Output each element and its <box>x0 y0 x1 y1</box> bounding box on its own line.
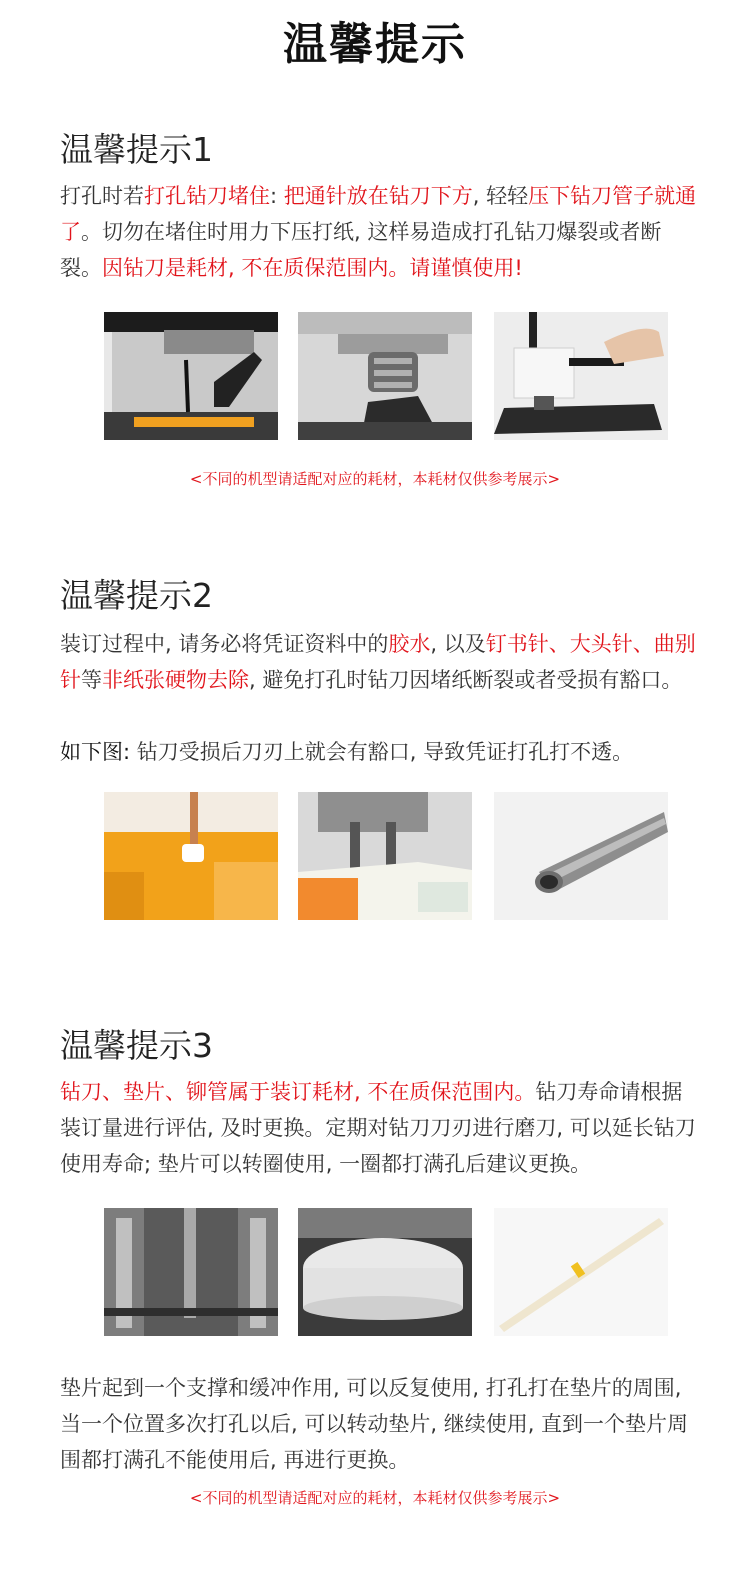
text-run: 钉书针、大头针、曲别针 <box>60 632 696 692</box>
text-run: 打孔钻刀堵住 <box>144 184 270 208</box>
page-title: 温馨提示 <box>283 19 467 70</box>
text-run: : <box>270 184 284 208</box>
text-run: 等 <box>81 668 102 692</box>
section-2-text <box>60 626 700 698</box>
hand-operating-punch-machine-photo <box>494 312 668 440</box>
text-run: 打孔时若 <box>60 184 144 208</box>
section-1-title: 温馨提示1 <box>60 130 213 169</box>
text-run: 钻刀受损后刀刃上就会有豁口, 导致凭证打孔打不透。 <box>136 740 634 764</box>
text-run: 。切勿在堵住时用力下压打纸, 这样易造成打孔钻刀爆裂或者断裂。 <box>60 220 662 280</box>
drill-through-voucher-photo <box>298 792 472 920</box>
text-run: 装订过程中, 请务必将凭证资料中的 <box>60 632 389 656</box>
text-run: 垫片起到一个支撑和缓冲作用, 可以反复使用, 打孔打在垫片的周围, 当一个位置多次打孔以后, 可以转动垫片, 继续使用, 直到一个垫片周围都打满孔不能使用后, 再进行更换。 <box>60 1376 689 1472</box>
text-run: 把通针放在钻刀下方 <box>283 184 473 208</box>
text-run: 因钻刀是耗材, 不在质保范围内。请谨慎使用! <box>102 256 523 280</box>
text-run: 如下图: <box>60 740 137 764</box>
text-run: 钻刀寿命请根据装订量进行评估, 及时更换。定期对钻刀刀刃进行磨刀, 可以延长钻刀使用寿命; 垫片可以转圈使用, 一圈都打满孔后建议更换。 <box>60 1080 696 1176</box>
drill-head-close-up-photo <box>298 312 472 440</box>
section-3-pad-explanation <box>60 1370 700 1478</box>
section-2-title: 温馨提示2 <box>60 576 213 615</box>
text-run: , 以及 <box>430 632 486 656</box>
text-run: 胶水 <box>388 632 431 656</box>
text-run: , 轻轻 <box>472 184 529 208</box>
cutting-pad-photo <box>298 1208 472 1336</box>
text-run: 压下钻刀管子就通了 <box>60 184 697 244</box>
section-3-title: 温馨提示3 <box>60 1026 213 1065</box>
text-run: , 避免打孔时钻刀因堵纸断裂或者受损有豁口。 <box>249 668 683 692</box>
section-1-text <box>60 178 700 286</box>
damaged-drill-tube-photo <box>494 792 668 920</box>
section-2-example-caption <box>60 734 700 770</box>
section-1-disclaimer-note: <不同的机型请适配对应的耗材，本耗材仅供参考展示> <box>189 470 561 488</box>
section-3-disclaimer-note: <不同的机型请适配对应的耗材，本耗材仅供参考展示> <box>189 1489 561 1507</box>
hot-glue-drilling-photo <box>104 792 278 920</box>
text-run: 非纸张硬物去除 <box>102 668 249 692</box>
drill-bit-with-pin-photo <box>104 312 278 440</box>
text-run: 钻刀、垫片、铆管属于装订耗材, 不在质保范围内。 <box>60 1080 536 1104</box>
rivet-tube-photo <box>494 1208 668 1336</box>
drill-bit-springs-photo <box>104 1208 278 1336</box>
section-3-text <box>60 1074 700 1182</box>
